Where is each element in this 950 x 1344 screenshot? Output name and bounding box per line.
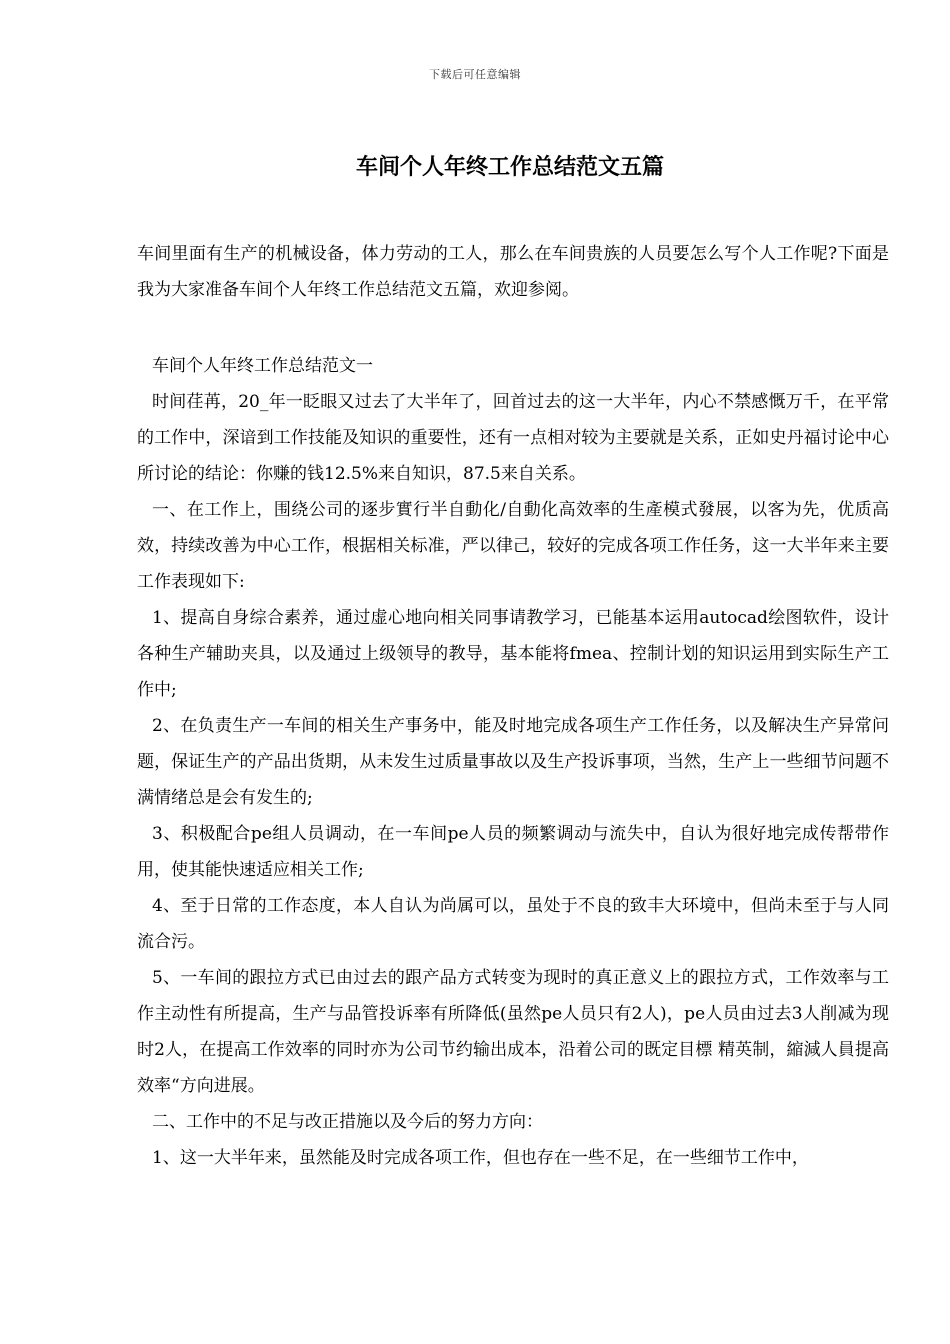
body-paragraph: 一、在工作上，围绕公司的逐步實行半自動化/自動化高效率的生產模式發展，以客为先，优质高效，持续改善为中心工作，根据相关标准，严以律己，较好的完成各项工作任务，这一大半年来主要工作表现如下:: [137, 500, 889, 592]
document-title: 车间个人年终工作总结范文五篇: [355, 155, 664, 180]
body-paragraph: 时间荏苒，20_年一眨眼又过去了大半年了，回首过去的这一大半年，内心不禁感慨万千，在平常的工作中，深谙到工作技能及知识的重要性，还有一点相对较为主要就是关系，正如史丹福讨论中心所讨论的结论：你赚的钱12.5%来自知识，87.5来自关系。: [137, 392, 889, 484]
header-note: 下载后可任意编辑: [429, 68, 521, 81]
list-item: 3、积极配合pe组人员调动，在一车间pe人员的频繁调动与流失中，自认为很好地完成传帮带作用，使其能快速适应相关工作;: [137, 824, 889, 880]
main-body: [137, 348, 889, 1176]
list-item: 1、提高自身综合素养，通过虚心地向相关同事请教学习，已能基本运用autocad绘图软件，设计各种生产辅助夹具，以及通过上级领导的教导，基本能将fmea、控制计划的知识运用到实际生产工作中;: [137, 608, 889, 700]
section-heading-1: 车间个人年终工作总结范文一: [152, 356, 373, 376]
list-item: 5、一车间的跟拉方式已由过去的跟产品方式转变为现时的真正意义上的跟拉方式，工作效率与工作主动性有所提高，生产与品管投诉率有所降低(虽然pe人员只有2人)，pe人员由过去3人削减为现时2人，在提高工作效率的同时亦为公司节约输出成本，沿着公司的既定目標 精英制，縮減人員提高效率“方向进展。: [137, 968, 889, 1096]
intro-paragraph: 车间里面有生产的机械设备，体力劳动的工人，那么在车间贵族的人员要怎么写个人工作呢?下面是我为大家准备车间个人年终工作总结范文五篇，欢迎参阅。: [137, 244, 889, 300]
list-item: 2、在负责生产一车间的相关生产事务中，能及时地完成各项生产工作任务，以及解决生产异常问题，保证生产的产品出货期，从未发生过质量事故以及生产投诉事项，当然，生产上一些细节问题不满情绪总是会有发生的;: [137, 716, 889, 808]
list-item: 1、这一大半年来，虽然能及时完成各项工作，但也存在一些不足，在一些细节工作中，: [152, 1148, 809, 1168]
list-item: 4、至于日常的工作态度，本人自认为尚属可以，虽处于不良的致丰大环境中，但尚未至于与人同流合污。: [137, 896, 889, 952]
subsection-heading: 二、工作中的不足与改正措施以及今后的努力方向：: [152, 1112, 543, 1132]
